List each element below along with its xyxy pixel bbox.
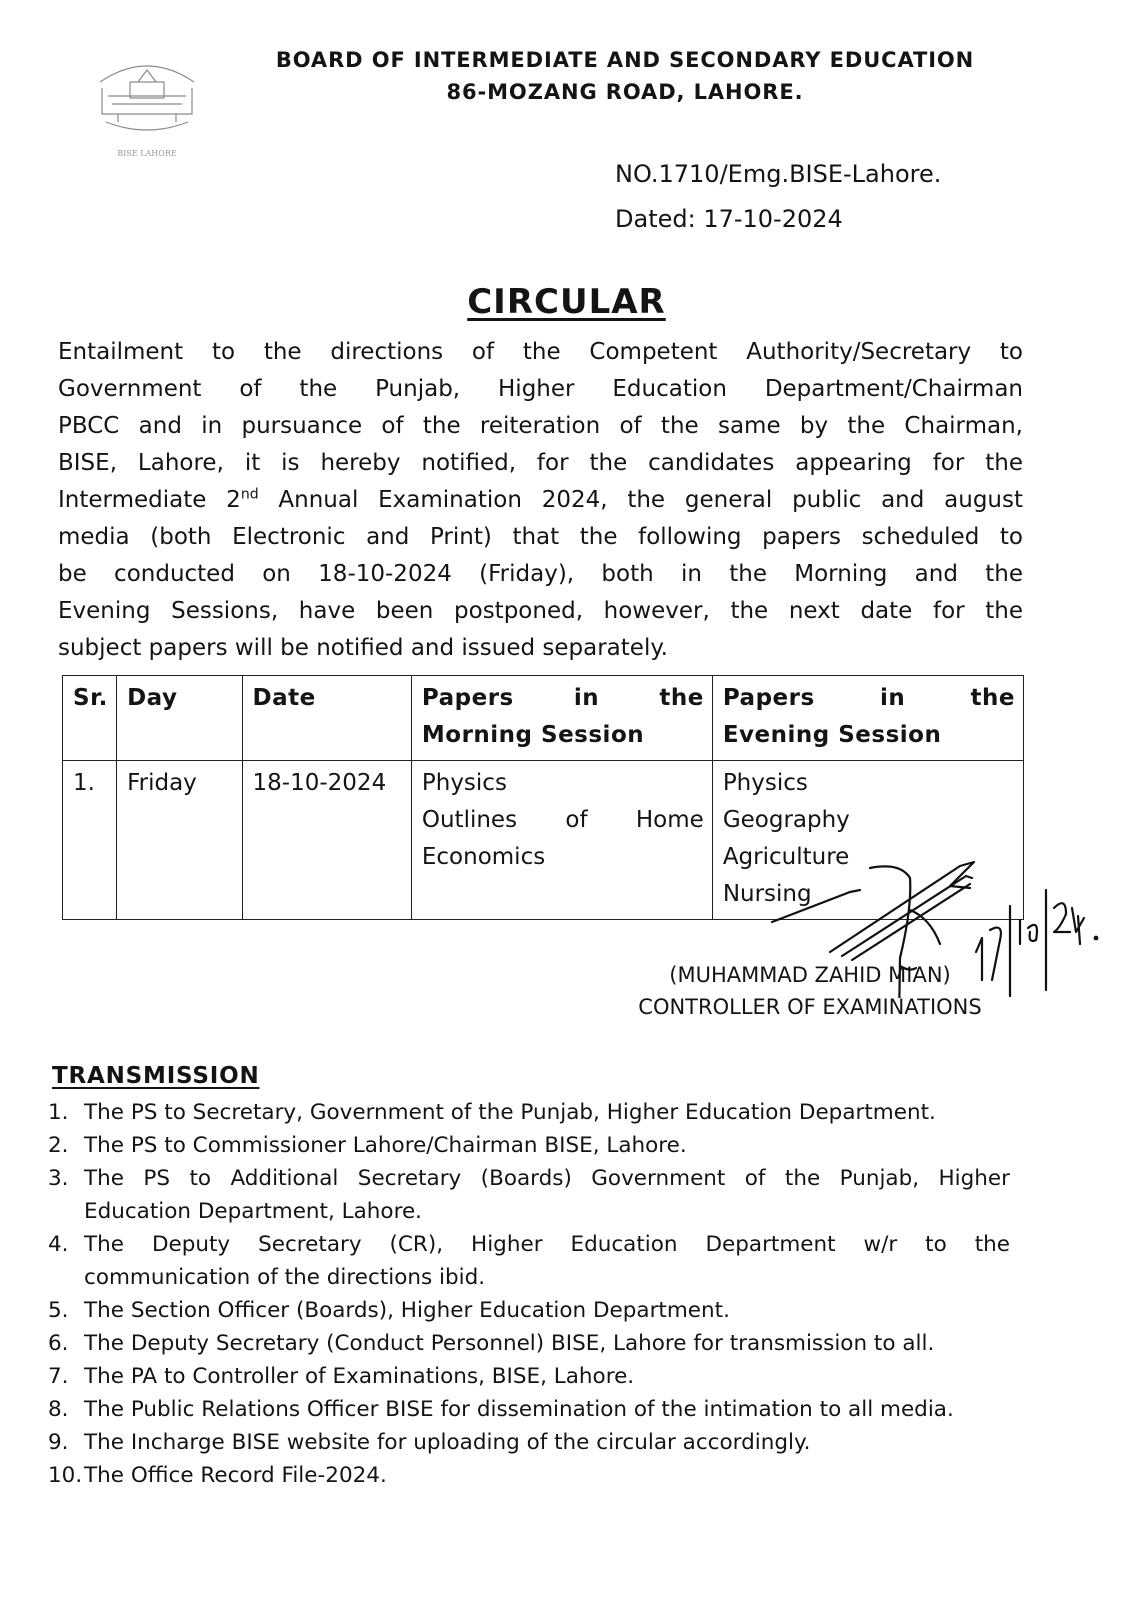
list-item xyxy=(48,1096,1010,1129)
board-address: 86-MOZANG ROAD, LAHORE. xyxy=(446,80,804,104)
item-text: communication of the directions ibid. xyxy=(84,1265,486,1290)
header-morning xyxy=(411,676,712,761)
body-line: be conducted on 18-10-2024 (Friday), both in the Morning and the xyxy=(58,561,1023,587)
signatory-designation: CONTROLLER OF EXAMINATIONS xyxy=(638,995,982,1019)
list-item-continuation xyxy=(48,1195,1010,1228)
body-line xyxy=(58,482,1023,519)
ordinal-suffix: nd xyxy=(240,486,259,503)
list-item xyxy=(48,1228,1010,1261)
circular-body xyxy=(58,334,1023,667)
item-text: The PS to Additional Secretary (Boards) Government of the Punjab, Higher xyxy=(84,1166,1010,1191)
item-number: 1. xyxy=(48,1100,69,1125)
item-number: 3. xyxy=(48,1166,69,1191)
item-text: Education Department, Lahore. xyxy=(84,1199,423,1224)
transmission-list xyxy=(48,1096,1010,1492)
header-morning-line: Papers in the xyxy=(421,685,704,711)
paper-name: Nursing xyxy=(722,881,812,907)
header-date: Date xyxy=(242,676,411,761)
header-evening-line: Papers in the xyxy=(722,685,1015,711)
list-item xyxy=(48,1426,1010,1459)
list-item xyxy=(48,1162,1010,1195)
header-evening-line: Evening Session xyxy=(722,722,942,748)
list-item xyxy=(48,1294,1010,1327)
cell-morning-papers xyxy=(411,761,712,920)
body-line: Evening Sessions, have been postponed, however, the next date for the xyxy=(58,598,1023,624)
body-text: Annual Examination 2024, the general public and august xyxy=(258,487,1023,513)
item-number: 10. xyxy=(48,1463,83,1488)
transmission-heading: TRANSMISSION xyxy=(52,1063,260,1089)
reference-number: NO.1710/Emg.BISE-Lahore. xyxy=(615,160,942,188)
cell-sr: 1. xyxy=(63,761,117,920)
list-item xyxy=(48,1360,1010,1393)
paper-name: Outlines of Home xyxy=(421,807,704,833)
item-number: 4. xyxy=(48,1232,69,1257)
paper-name: Physics xyxy=(421,770,507,796)
list-item xyxy=(48,1393,1010,1426)
item-number: 9. xyxy=(48,1430,69,1455)
body-line: subject papers will be notified and issued separately. xyxy=(58,635,668,661)
list-item xyxy=(48,1327,1010,1360)
item-number: 8. xyxy=(48,1397,69,1422)
item-text: The Deputy Secretary (CR), Higher Education Department w/r to the xyxy=(84,1232,1010,1257)
logo-caption: BISE LAHORE xyxy=(117,149,177,158)
cell-day: Friday xyxy=(117,761,242,920)
item-text: The Deputy Secretary (Conduct Personnel) BISE, Lahore for transmission to all. xyxy=(84,1331,935,1356)
header-morning-line: Morning Session xyxy=(421,722,645,748)
item-text: The Incharge BISE website for uploading of the circular accordingly. xyxy=(84,1430,811,1455)
item-number: 6. xyxy=(48,1331,69,1356)
table-header-row xyxy=(63,676,1024,761)
item-text: The Office Record File-2024. xyxy=(84,1463,387,1488)
list-item xyxy=(48,1459,1010,1492)
item-text: The Public Relations Officer BISE for dissemination of the intimation to all media. xyxy=(84,1397,954,1422)
item-number: 7. xyxy=(48,1364,69,1389)
item-text: The PS to Secretary, Government of the Punjab, Higher Education Department. xyxy=(84,1100,936,1125)
signatory-name: (MUHAMMAD ZAHID MIAN) xyxy=(669,963,951,987)
list-item xyxy=(48,1129,1010,1162)
body-line: BISE, Lahore, it is hereby notified, for the candidates appearing for the xyxy=(58,450,1023,476)
list-item-continuation xyxy=(48,1261,1010,1294)
header-sr: Sr. xyxy=(63,676,117,761)
header-day: Day xyxy=(117,676,242,761)
handwritten-signature xyxy=(760,848,1120,998)
board-name: BOARD OF INTERMEDIATE AND SECONDARY EDUCATION xyxy=(275,48,975,72)
body-line: PBCC and in pursuance of the reiteration of the same by the Chairman, xyxy=(58,413,1023,439)
item-number: 2. xyxy=(48,1133,69,1158)
item-text: The PS to Commissioner Lahore/Chairman BISE, Lahore. xyxy=(84,1133,687,1158)
paper-name: Geography xyxy=(722,807,850,833)
cell-date: 18-10-2024 xyxy=(242,761,411,920)
item-text: The PA to Controller of Examinations, BISE, Lahore. xyxy=(84,1364,635,1389)
body-line: Government of the Punjab, Higher Education Department/Chairman xyxy=(58,376,1023,402)
item-text: The Section Officer (Boards), Higher Education Department. xyxy=(84,1298,730,1323)
header-evening xyxy=(712,676,1023,761)
paper-name: Physics xyxy=(722,770,808,796)
paper-name: Economics xyxy=(421,844,546,870)
circular-title-text: CIRCULAR xyxy=(467,282,666,322)
paper-name: Agriculture xyxy=(722,844,850,870)
body-text: Intermediate 2 xyxy=(58,487,241,513)
body-line: Entailment to the directions of the Competent Authority/Secretary to xyxy=(58,339,1023,365)
circular-title xyxy=(0,282,1133,322)
body-line: media (both Electronic and Print) that the following papers scheduled to xyxy=(58,524,1023,550)
board-logo xyxy=(88,52,206,164)
item-number: 5. xyxy=(48,1298,69,1323)
reference-date: Dated: 17-10-2024 xyxy=(615,205,843,233)
